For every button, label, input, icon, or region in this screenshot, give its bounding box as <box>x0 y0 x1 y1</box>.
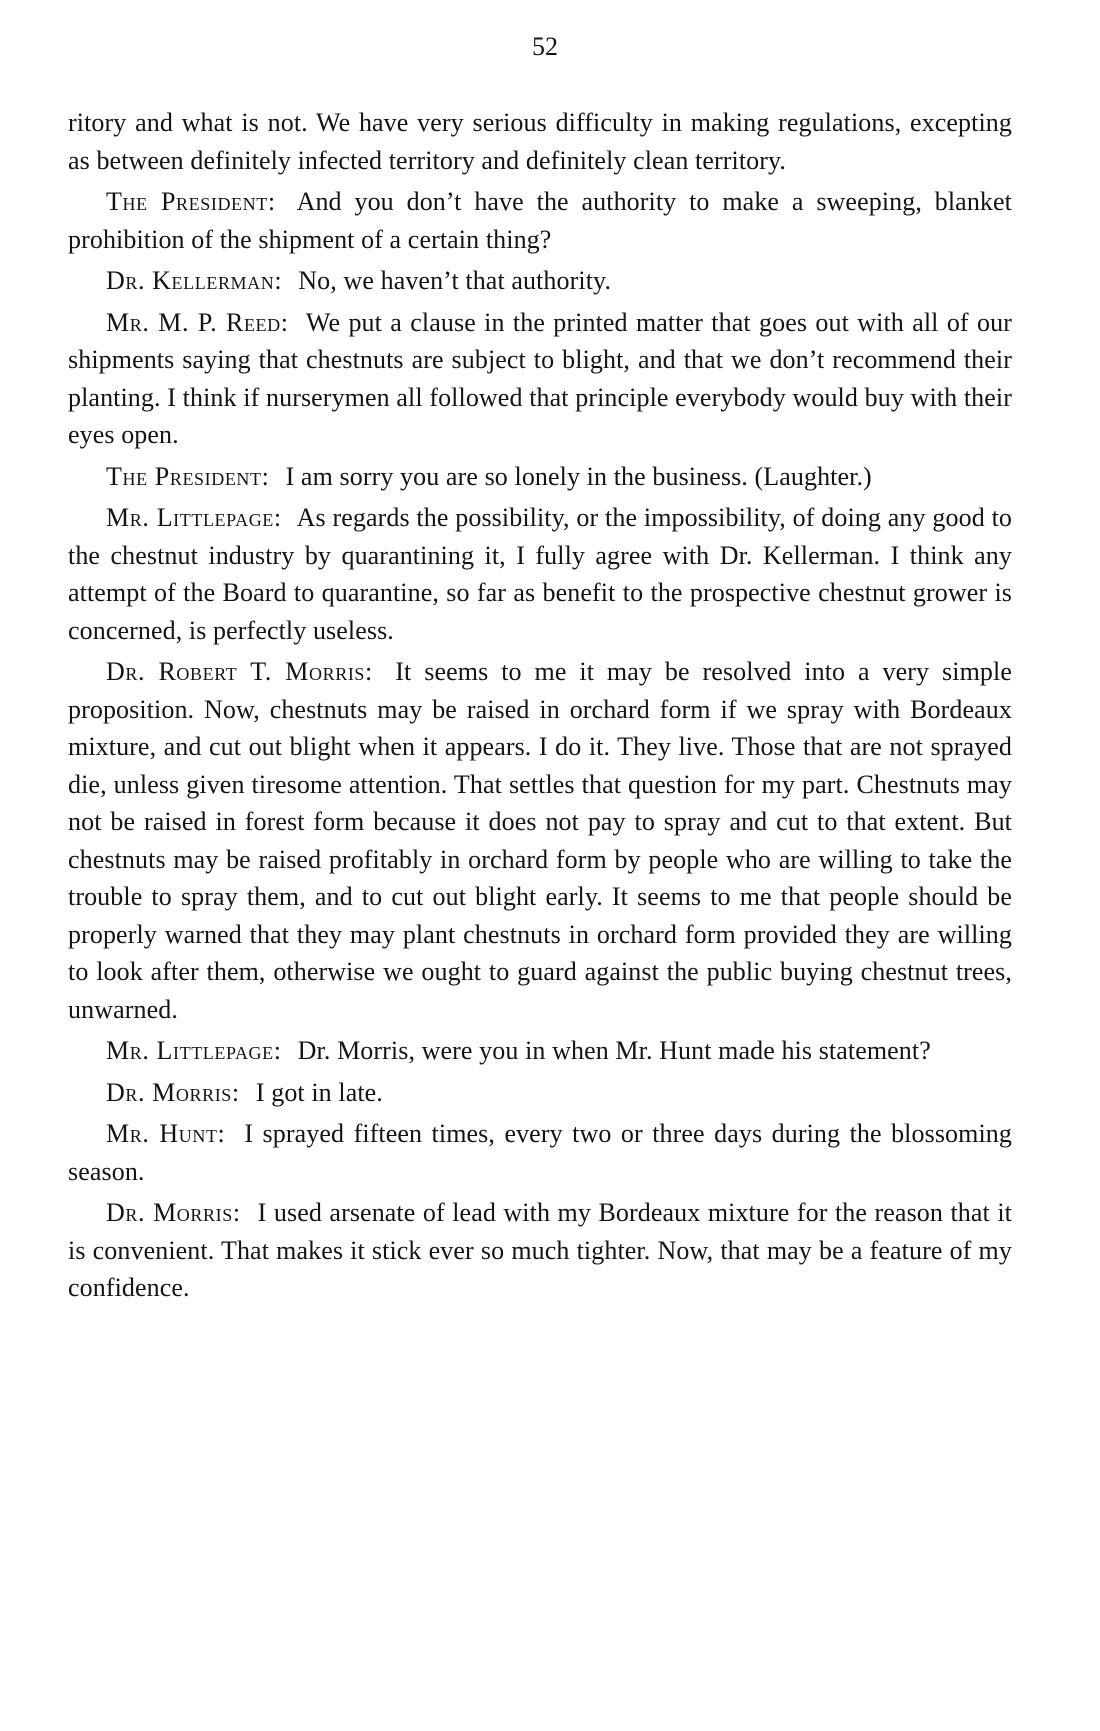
paragraph-text: No, we haven’t that authority. <box>298 266 612 295</box>
speech-paragraph: Mr. Littlepage: As regards the possibility, or the impossibility, of doing any good to the chestnut industry by quarantining it, I fully agree with Dr. Kellerman. I think any attempt of the Board to quarantine, so far as benefit to the prospective chestnut grower is concerned, is perfectly useless. <box>68 503 1012 645</box>
speech-paragraph: Mr. Littlepage: Dr. Morris, were you in when Mr. Hunt made his statement? <box>106 1036 931 1065</box>
page-number: 52 <box>532 32 558 61</box>
document-page <box>68 30 1012 1311</box>
paragraph-text: I used arsenate of lead with my Bordeaux mixture for the reason that it is convenient. That makes it stick ever so much tighter. Now, that may be a feature of my confidence. <box>68 1198 1012 1302</box>
speaker-name: Dr. Morris <box>106 1077 232 1107</box>
speech-paragraph: Dr. Morris: I used arsenate of lead with my Bordeaux mixture for the reason that it is convenient. That makes it stick ever so much tighter. Now, that may be a feature of my confidence. <box>68 1198 1012 1302</box>
paragraph-text: I am sorry you are so lonely in the business. (Laughter.) <box>285 461 872 491</box>
speech-paragraph: Mr. Hunt: I sprayed fifteen times, every two or three days during the blossoming season. <box>68 1119 1012 1186</box>
paragraph-text: Dr. Morris, were you in when Mr. Hunt made his statement? <box>297 1036 931 1065</box>
paragraph-text: I sprayed fifteen times, every two or three days during the blossoming season. <box>68 1119 1012 1186</box>
speaker-name: Dr. Kellerman <box>106 266 275 295</box>
speaker-name: Mr. Littlepage <box>106 503 274 532</box>
speaker-name: Mr. M. P. Reed <box>106 307 281 337</box>
speech-paragraph: The President: And you don’t have the authority to make a sweeping, blanket prohibition of the shipment of a certain thing? <box>68 187 1012 254</box>
paragraph-text: ritory and what is not. We have very serious difficulty in making regulations, excepting as between definitely infected territory and definitely clean territory. <box>68 108 1012 175</box>
speech-paragraph: Mr. M. P. Reed: We put a clause in the printed matter that goes out with all of our shipments saying that chestnuts are subject to blight, and that we don’t recommend their planting. I think if nurserymen all followed that principle everybody would buy with their eyes open. <box>68 307 1012 449</box>
speaker-name: Dr. Robert T. Morris <box>106 657 366 686</box>
speaker-name: Mr. Littlepage <box>106 1036 274 1065</box>
paragraph-text: As regards the possibility, or the impossibility, of doing any good to the chestnut industry by quarantining it, I fully agree with Dr. Kellerman. I think any attempt of the Board to quarantine, so far as benefit to the prospective chestnut grower is concerned, is perfectly useless. <box>68 503 1012 645</box>
speaker-name: The President <box>106 187 268 216</box>
speech-paragraph: Dr. Morris: I got in late. <box>106 1077 383 1107</box>
speech-paragraph: Dr. Robert T. Morris: It seems to me it may be resolved into a very simple proposition. Now, chestnuts may be raised in orchard form if we spray with Bordeaux mixture, and cut out blight when it appears. I do it. They live. Those that are not sprayed die, unless given tiresome attention. That settles that question for my part. Chestnuts may not be raised in forest form because it does not pay to spray and cut to that extent. But chestnuts may be raised profitably in orchard form by people who are willing to take the trouble to spray them, and to cut out blight early. It seems to me that people should be properly warned that they may plant chestnuts in orchard form provided they are willing to look after them, otherwise we ought to guard against the public buying chestnut trees, unwarned. <box>68 657 1012 1024</box>
speech-paragraph: The President: I am sorry you are so lonely in the business. (Laughter.) <box>106 461 872 491</box>
paragraph-text: And you don’t have the authority to make a sweeping, blanket prohibition of the shipment of a certain thing? <box>68 187 1012 254</box>
paragraph-text: It seems to me it may be resolved into a very simple proposition. Now, chestnuts may be raised in orchard form if we spray with Bordeaux mixture, and cut out blight when it appears. I do it. They live. Those that are not sprayed die, unless given tiresome attention. That settles that question for my part. Chestnuts may not be raised in forest form because it does not pay to spray and cut to that extent. But chestnuts may be raised profitably in orchard form by people who are willing to take the trouble to spray them, and to cut out blight early. It seems to me that people should be properly warned that they may plant chestnuts in orchard form provided they are willing to look after them, otherwise we ought to guard against the public buying chestnut trees, unwarned. <box>68 657 1012 1024</box>
speaker-name: Dr. Morris <box>106 1198 233 1227</box>
paragraph-text: We put a clause in the printed matter that goes out with all of our shipments saying that chestnuts are subject to blight, and that we don’t recommend their planting. I think if nurserymen all followed that principle everybody would buy with their eyes open. <box>68 307 1012 449</box>
speaker-name: Mr. Hunt <box>106 1119 218 1148</box>
speech-paragraph: Dr. Kellerman: No, we haven’t that authority. <box>106 266 612 295</box>
paragraph-continuation <box>68 104 1012 179</box>
paragraph-text: I got in late. <box>255 1077 383 1107</box>
speaker-name: The President <box>106 461 262 491</box>
